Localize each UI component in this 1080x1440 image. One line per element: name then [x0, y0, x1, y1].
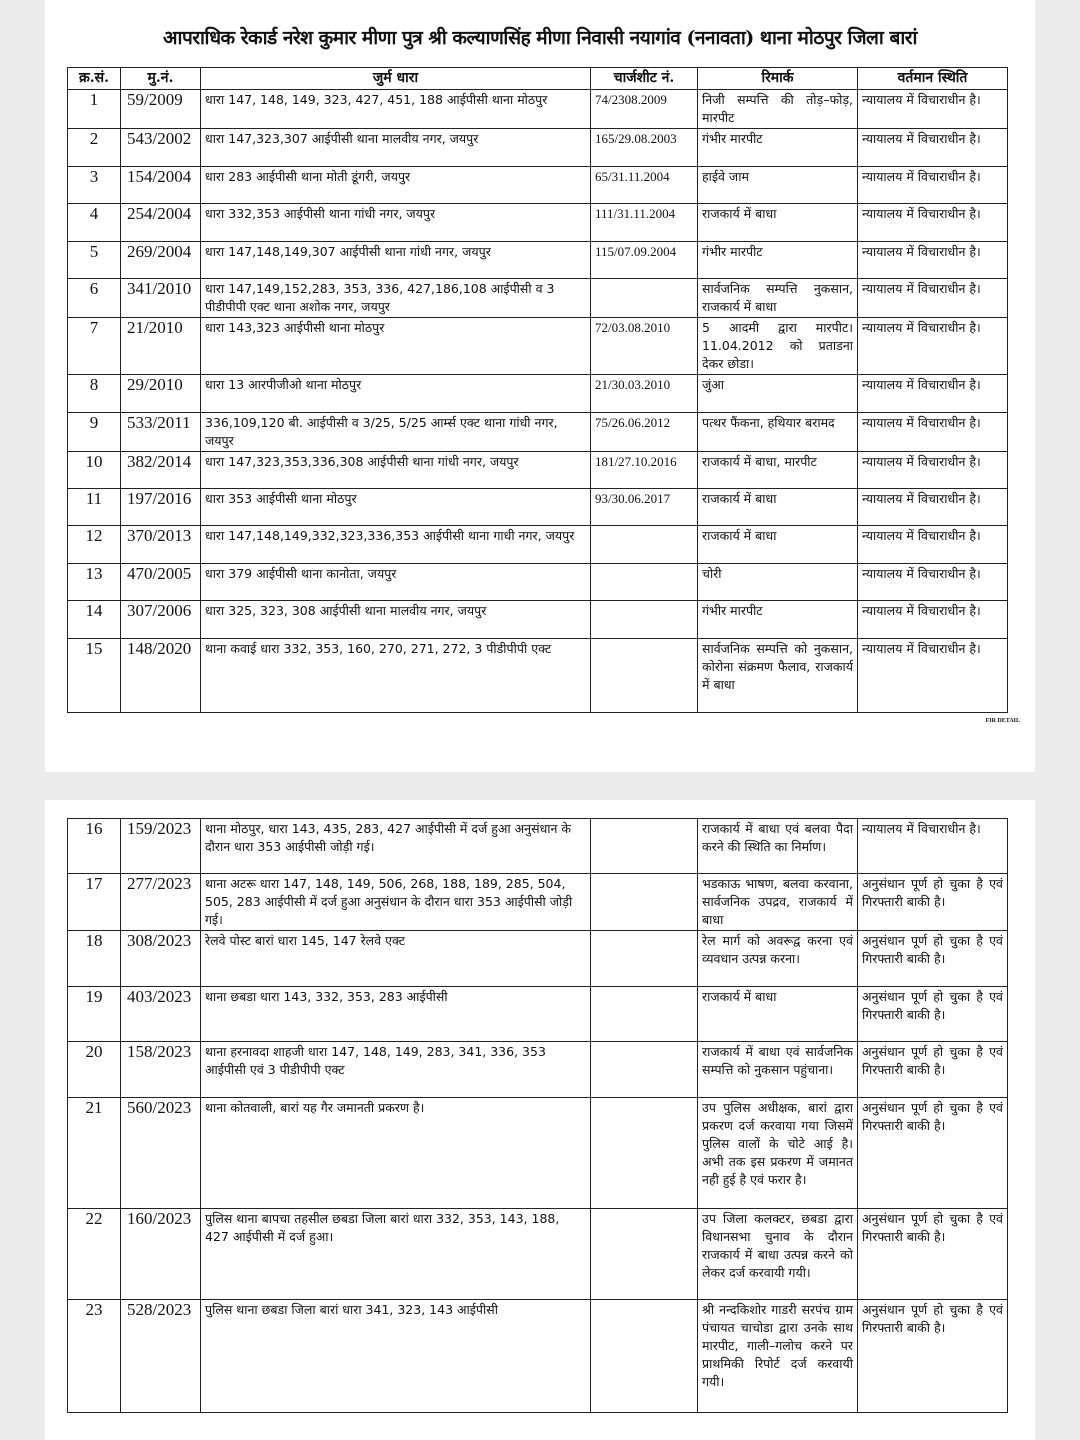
cell-remark: राजकार्य में बाधा	[698, 489, 858, 526]
cell-serial-number: 12	[68, 526, 121, 564]
cell-chargesheet-number: 65/31.11.2004	[591, 167, 698, 204]
cell-chargesheet-number: 72/03.08.2010	[591, 318, 698, 375]
cell-serial-number: 5	[68, 242, 121, 279]
cell-sections: धारा 143,323 आईपीसी थाना मोठपुर	[201, 318, 591, 375]
cell-fir-number: 370/2013	[121, 526, 201, 564]
cell-serial-number: 3	[68, 167, 121, 204]
cell-chargesheet-number: 75/26.06.2012	[591, 413, 698, 452]
cell-fir-number: 159/2023	[121, 819, 201, 874]
criminal-record-table	[67, 67, 1008, 713]
criminal-record-table-continued	[67, 818, 1008, 1413]
cell-fir-number: 29/2010	[121, 375, 201, 413]
cell-serial-number: 22	[68, 1209, 121, 1300]
cell-chargesheet-number	[591, 1209, 698, 1300]
cell-fir-number: 528/2023	[121, 1300, 201, 1413]
cell-sections: धारा 353 आईपीसी थाना मोठपुर	[201, 489, 591, 526]
cell-remark: गंभीर मारपीट	[698, 242, 858, 279]
cell-fir-number: 560/2023	[121, 1098, 201, 1209]
document-title: आपराधिक रेकार्ड नरेश कुमार मीणा पुत्र श्री कल्याणसिंह मीणा निवासी नयागांव (ननावता) थाना मोठपुर जिला बारां	[163, 27, 917, 49]
cell-remark: हाईवे जाम	[698, 167, 858, 204]
cell-sections: धारा 147,148,149,307 आईपीसी थाना गांधी नगर, जयपुर	[201, 242, 591, 279]
cell-fir-number: 403/2023	[121, 987, 201, 1042]
cell-chargesheet-number	[591, 526, 698, 564]
cell-fir-number: 59/2009	[121, 90, 201, 129]
cell-status: अनुसंधान पूर्ण हो चुका है एवं गिरफ्तारी बाकी है।	[858, 1042, 1008, 1098]
table-row	[68, 452, 1008, 489]
table-row	[68, 90, 1008, 129]
cell-sections: 336,109,120 बी. आईपीसी व 3/25, 5/25 आर्म्स एक्ट थाना गांधी नगर, जयपुर	[201, 413, 591, 452]
cell-status: न्यायालय में विचाराधीन है।	[858, 129, 1008, 167]
cell-sections: थाना छबडा धारा 143, 332, 353, 283 आईपीसी	[201, 987, 591, 1042]
cell-serial-number: 16	[68, 819, 121, 874]
cell-status: न्यायालय में विचाराधीन है।	[858, 204, 1008, 242]
table-row	[68, 204, 1008, 242]
cell-sections: धारा 283 आईपीसी थाना मोती डूंगरी, जयपुर	[201, 167, 591, 204]
cell-serial-number: 9	[68, 413, 121, 452]
cell-chargesheet-number: 181/27.10.2016	[591, 452, 698, 489]
cell-chargesheet-number: 74/2308.2009	[591, 90, 698, 129]
footer-label: FIR DETAIL	[985, 718, 1020, 724]
table-row	[68, 564, 1008, 601]
cell-status: न्यायालय में विचाराधीन है।	[858, 452, 1008, 489]
cell-remark: चोरी	[698, 564, 858, 601]
cell-remark: गंभीर मारपीट	[698, 129, 858, 167]
cell-status: न्यायालय में विचाराधीन है।	[858, 601, 1008, 639]
cell-serial-number: 15	[68, 639, 121, 713]
cell-sections: थाना हरनावदा शाहजी धारा 147, 148, 149, 283, 341, 336, 353 आईपीसी एवं 3 पीडीपीपी एक्ट	[201, 1042, 591, 1098]
cell-status: अनुसंधान पूर्ण हो चुका है एवं गिरफ्तारी बाकी है।	[858, 1098, 1008, 1209]
cell-remark: निजी सम्पत्ति की तोड़–फोड़, मारपीट	[698, 90, 858, 129]
cell-remark: सार्वजनिक सम्पत्ति नुकसान, राजकार्य में बाधा	[698, 279, 858, 318]
cell-chargesheet-number	[591, 564, 698, 601]
cell-fir-number: 341/2010	[121, 279, 201, 318]
cell-sections: पुलिस थाना बापचा तहसील छबडा जिला बारां धारा 332, 353, 143, 188, 427 आईपीसी में दर्ज हुआ।	[201, 1209, 591, 1300]
table-row	[68, 601, 1008, 639]
cell-fir-number: 154/2004	[121, 167, 201, 204]
table-header-row	[68, 68, 1008, 90]
cell-chargesheet-number: 21/30.03.2010	[591, 375, 698, 413]
cell-fir-number: 254/2004	[121, 204, 201, 242]
table-row	[68, 639, 1008, 713]
cell-remark: भडकाऊ भाषण, बलवा करवाना, सार्वजनिक उपद्रव, राजकार्य में बाधा	[698, 874, 858, 931]
cell-remark: श्री नन्दकिशोर गाडरी सरपंच ग्राम पंचायत चाचोडा द्वारा उनके साथ मारपीट, गाली–गलोच करने पर प्राथमिकी रिपोर्ट दर्ज करवायी गयी।	[698, 1300, 858, 1413]
cell-serial-number: 7	[68, 318, 121, 375]
cell-sections: थाना कोतवाली, बारां यह गैर जमानती प्रकरण है।	[201, 1098, 591, 1209]
table-row	[68, 129, 1008, 167]
cell-status: अनुसंधान पूर्ण हो चुका है एवं गिरफ्तारी बाकी है।	[858, 987, 1008, 1042]
cell-serial-number: 21	[68, 1098, 121, 1209]
cell-sections: थाना अटरू धारा 147, 148, 149, 506, 268, 188, 189, 285, 504, 505, 283 आईपीसी में दर्ज हुआ अनुसंधान के दौरान धारा 353 आईपीसी जोड़ी गई।	[201, 874, 591, 931]
header-status: वर्तमान स्थिति	[858, 68, 1008, 90]
cell-remark: उप जिला कलक्टर, छबडा द्वारा विधानसभा चुनाव के दौरान राजकार्य में बाधा उत्पन्न करने को लेकर दर्ज करवायी गयी।	[698, 1209, 858, 1300]
cell-serial-number: 4	[68, 204, 121, 242]
cell-serial-number: 8	[68, 375, 121, 413]
table-row	[68, 931, 1008, 987]
cell-fir-number: 158/2023	[121, 1042, 201, 1098]
table-row	[68, 167, 1008, 204]
cell-serial-number: 13	[68, 564, 121, 601]
cell-remark: गंभीर मारपीट	[698, 601, 858, 639]
table-row	[68, 318, 1008, 375]
cell-status: न्यायालय में विचाराधीन है।	[858, 242, 1008, 279]
table-row	[68, 1209, 1008, 1300]
cell-chargesheet-number	[591, 874, 698, 931]
cell-serial-number: 14	[68, 601, 121, 639]
cell-chargesheet-number: 165/29.08.2003	[591, 129, 698, 167]
cell-serial-number: 1	[68, 90, 121, 129]
table-row	[68, 819, 1008, 874]
cell-status: न्यायालय में विचाराधीन है।	[858, 564, 1008, 601]
cell-fir-number: 543/2002	[121, 129, 201, 167]
cell-sections: धारा 147,149,152,283, 353, 336, 427,186,108 आईपीसी व 3 पीडीपीपी एक्ट थाना अशोक नगर, जयपुर	[201, 279, 591, 318]
cell-sections: धारा 325, 323, 308 आईपीसी थाना मालवीय नगर, जयपुर	[201, 601, 591, 639]
cell-serial-number: 23	[68, 1300, 121, 1413]
header-remark: रिमार्क	[698, 68, 858, 90]
cell-status: अनुसंधान पूर्ण हो चुका है एवं गिरफ्तारी बाकी है।	[858, 874, 1008, 931]
cell-fir-number: 269/2004	[121, 242, 201, 279]
cell-chargesheet-number: 111/31.11.2004	[591, 204, 698, 242]
header-chargesheet: चार्जशीट नं.	[591, 68, 698, 90]
cell-status: न्यायालय में विचाराधीन है।	[858, 167, 1008, 204]
cell-sections: पुलिस थाना छबडा जिला बारां धारा 341, 323, 143 आईपीसी	[201, 1300, 591, 1413]
header-fir-number: मु.नं.	[121, 68, 201, 90]
cell-remark: राजकार्य में बाधा	[698, 526, 858, 564]
cell-serial-number: 2	[68, 129, 121, 167]
cell-fir-number: 160/2023	[121, 1209, 201, 1300]
cell-remark: 5 आदमी द्वारा मारपीट। 11.04.2012 को प्रताडना देकर छोडा।	[698, 318, 858, 375]
table-row	[68, 1042, 1008, 1098]
cell-sections: थाना कवाई धारा 332, 353, 160, 270, 271, 272, 3 पीडीपीपी एक्ट	[201, 639, 591, 713]
cell-fir-number: 308/2023	[121, 931, 201, 987]
table-row	[68, 1098, 1008, 1209]
table-row	[68, 987, 1008, 1042]
cell-chargesheet-number	[591, 931, 698, 987]
cell-status: न्यायालय में विचाराधीन है।	[858, 526, 1008, 564]
cell-chargesheet-number	[591, 639, 698, 713]
cell-chargesheet-number: 115/07.09.2004	[591, 242, 698, 279]
cell-status: अनुसंधान पूर्ण हो चुका है एवं गिरफ्तारी बाकी है।	[858, 931, 1008, 987]
cell-chargesheet-number	[591, 1042, 698, 1098]
cell-remark: राजकार्य में बाधा, मारपीट	[698, 452, 858, 489]
cell-remark: राजकार्य में बाधा	[698, 987, 858, 1042]
cell-sections: धारा 147,323,307 आईपीसी थाना मालवीय नगर, जयपुर	[201, 129, 591, 167]
cell-remark: सार्वजनिक सम्पत्ति को नुकसान, कोरोना संक्रमण फैलाव, राजकार्य में बाधा	[698, 639, 858, 713]
document-page-1	[45, 0, 1035, 772]
cell-serial-number: 19	[68, 987, 121, 1042]
header-serial: क्र.सं.	[68, 68, 121, 90]
cell-remark: राजकार्य में बाधा	[698, 204, 858, 242]
cell-remark: रेल मार्ग को अवरूद्व करना एवं व्यवधान उत्पन्न करना।	[698, 931, 858, 987]
cell-sections: धारा 147,148,149,332,323,336,353 आईपीसी थाना गाधी नगर, जयपुर	[201, 526, 591, 564]
cell-fir-number: 148/2020	[121, 639, 201, 713]
document-page-2	[45, 800, 1035, 1440]
cell-fir-number: 197/2016	[121, 489, 201, 526]
cell-status: न्यायालय में विचाराधीन है।	[858, 413, 1008, 452]
cell-sections: धारा 332,353 आईपीसी थाना गांधी नगर, जयपुर	[201, 204, 591, 242]
cell-remark: जुंआ	[698, 375, 858, 413]
cell-fir-number: 277/2023	[121, 874, 201, 931]
table-row	[68, 1300, 1008, 1413]
cell-status: न्यायालय में विचाराधीन है।	[858, 375, 1008, 413]
table-row	[68, 375, 1008, 413]
cell-serial-number: 10	[68, 452, 121, 489]
cell-sections: रेलवे पोस्ट बारां धारा 145, 147 रेलवे एक्ट	[201, 931, 591, 987]
cell-remark: राजकार्य में बाधा एवं सार्वजनिक सम्पत्ति को नुकसान पहुंचाना।	[698, 1042, 858, 1098]
cell-fir-number: 21/2010	[121, 318, 201, 375]
cell-fir-number: 307/2006	[121, 601, 201, 639]
cell-fir-number: 382/2014	[121, 452, 201, 489]
cell-fir-number: 533/2011	[121, 413, 201, 452]
cell-remark: राजकार्य में बाधा एवं बलवा पैदा करने की स्थिति का निर्माण।	[698, 819, 858, 874]
cell-sections: धारा 13 आरपीजीओ थाना मोठपुर	[201, 375, 591, 413]
cell-status: न्यायालय में विचाराधीन है।	[858, 279, 1008, 318]
cell-status: न्यायालय में विचाराधीन है।	[858, 489, 1008, 526]
header-sections: जुर्म धारा	[201, 68, 591, 90]
cell-serial-number: 17	[68, 874, 121, 931]
table-row	[68, 489, 1008, 526]
cell-serial-number: 11	[68, 489, 121, 526]
table-row	[68, 413, 1008, 452]
table-row	[68, 279, 1008, 318]
cell-chargesheet-number	[591, 819, 698, 874]
cell-chargesheet-number	[591, 279, 698, 318]
table-row	[68, 242, 1008, 279]
cell-sections: धारा 147,323,353,336,308 आईपीसी थाना गांधी नगर, जयपुर	[201, 452, 591, 489]
cell-chargesheet-number	[591, 601, 698, 639]
table-row	[68, 526, 1008, 564]
cell-remark: उप पुलिस अधीक्षक, बारां द्वारा प्रकरण दर्ज करवाया गया जिसमें पुलिस वालों के चोटे आई है। अभी तक इस प्रकरण में जमानत नही हुई है एवं फरार है।	[698, 1098, 858, 1209]
cell-sections: धारा 147, 148, 149, 323, 427, 451, 188 आईपीसी थाना मोठपुर	[201, 90, 591, 129]
cell-status: न्यायालय में विचाराधीन है।	[858, 318, 1008, 375]
cell-serial-number: 20	[68, 1042, 121, 1098]
cell-chargesheet-number	[591, 1300, 698, 1413]
table-row	[68, 874, 1008, 931]
cell-status: न्यायालय में विचाराधीन है।	[858, 90, 1008, 129]
cell-status: न्यायालय में विचाराधीन है।	[858, 819, 1008, 874]
cell-remark: पत्थर फैंकना, हथियार बरामद	[698, 413, 858, 452]
cell-chargesheet-number	[591, 987, 698, 1042]
cell-status: न्यायालय में विचाराधीन है।	[858, 639, 1008, 713]
cell-chargesheet-number	[591, 1098, 698, 1209]
cell-fir-number: 470/2005	[121, 564, 201, 601]
cell-serial-number: 6	[68, 279, 121, 318]
cell-serial-number: 18	[68, 931, 121, 987]
cell-status: अनुसंधान पूर्ण हो चुका है एवं गिरफ्तारी बाकी है।	[858, 1300, 1008, 1413]
cell-chargesheet-number: 93/30.06.2017	[591, 489, 698, 526]
cell-sections: थाना मोठपुर, धारा 143, 435, 283, 427 आईपीसी में दर्ज हुआ अनुसंधान के दौरान धारा 353 आईपीसी जोड़ी गई।	[201, 819, 591, 874]
cell-sections: धारा 379 आईपीसी थाना कानोता, जयपुर	[201, 564, 591, 601]
cell-status: अनुसंधान पूर्ण हो चुका है एवं गिरफ्तारी बाकी है।	[858, 1209, 1008, 1300]
